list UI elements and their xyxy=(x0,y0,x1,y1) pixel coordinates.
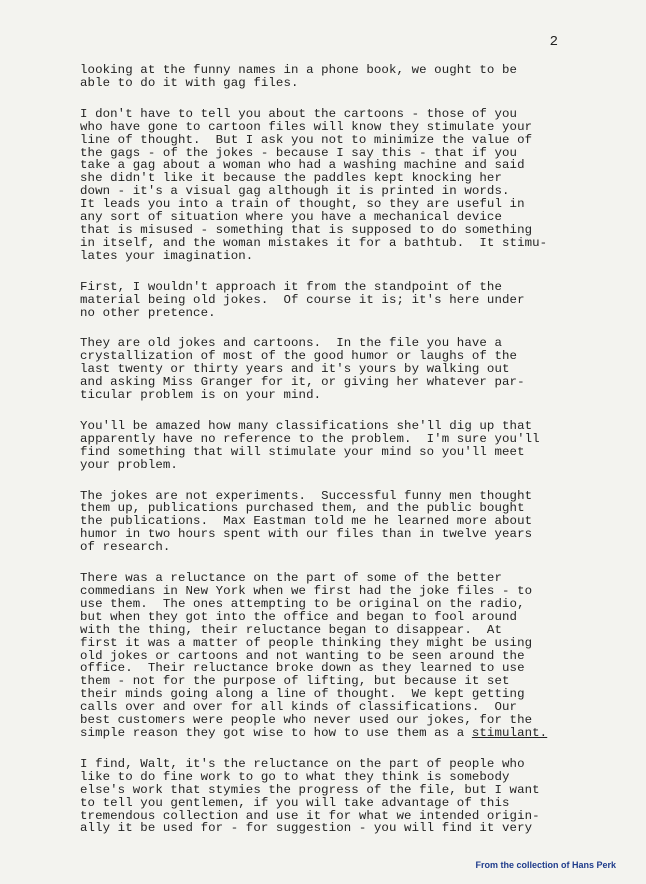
text-line: ticular problem is on your mind. xyxy=(80,388,322,403)
text-line: You'll be amazed how many classifications she'll dig up that xyxy=(80,418,533,433)
text-line: looking at the funny names in a phone book, we ought to be xyxy=(80,63,518,77)
text-line: material being old jokes. Of course it is; it's here under xyxy=(80,292,525,307)
text-line: that is misused - something that is supposed to do something xyxy=(80,222,533,237)
text-line: first it was a matter of people thinking they might be using xyxy=(80,635,533,650)
text-line: last twenty or thirty years and it's yours by walking out xyxy=(80,362,510,377)
collection-credit: From the collection of Hans Perk xyxy=(475,860,616,870)
text-line: line of thought. But I ask you not to minimize the value of xyxy=(80,132,533,147)
text-line: of research. xyxy=(80,540,171,555)
line-prefix: simple reason they got wise to how to use them as a xyxy=(80,725,472,740)
text-line: crystallization of most of the good humor or laughs of the xyxy=(80,349,518,364)
underlined-word: stimulant. xyxy=(471,725,548,740)
text-line: They are old jokes and cartoons. In the file you have a xyxy=(80,336,502,351)
text-line: apparently have no reference to the problem. I'm sure you'll xyxy=(80,431,540,446)
text-line: calls over and over for all kinds of classifications. Our xyxy=(80,700,518,715)
text-line: but when they got into the office and began to fool around xyxy=(80,609,518,624)
text-line: It leads you into a train of thought, so they are useful in xyxy=(80,197,525,212)
text-line: I don't have to tell you about the cartoons - those of you xyxy=(80,106,518,121)
page-number: 2 xyxy=(549,34,558,50)
text-line xyxy=(80,727,560,740)
text-line: with the thing, their reluctance began to disappear. At xyxy=(80,622,502,637)
text-line: find something that will stimulate your mind so you'll meet xyxy=(80,444,525,459)
text-line: There was a reluctance on the part of some of the better xyxy=(80,571,502,586)
paragraph-6 xyxy=(80,490,560,555)
text-line: else's work that stymies the progress of the file, but I want xyxy=(80,782,540,797)
text-line: office. Their reluctance broke down as they learned to use xyxy=(80,661,525,676)
text-line: them up, publications purchased them, and the public bought xyxy=(80,501,525,516)
text-line: lates your imagination. xyxy=(80,248,254,263)
text-line: able to do it with gag files. xyxy=(80,75,299,90)
text-line: the publications. Max Eastman told me he learned more about xyxy=(80,514,533,529)
paragraph-3 xyxy=(80,281,560,320)
paragraph-2 xyxy=(80,108,560,263)
text-line: tremendous collection and use it for what we intended origin- xyxy=(80,808,540,823)
text-line: best customers were people who never used our jokes, for the xyxy=(80,713,533,728)
text-line: in itself, and the woman mistakes it for a bathtub. It stimu- xyxy=(80,235,548,250)
paragraph-1 xyxy=(80,64,560,90)
text-line: the gags - of the jokes - because I say this - that if you xyxy=(80,145,518,160)
text-line: who have gone to cartoon files will know they stimulate your xyxy=(80,119,533,134)
text-line: them - not for the purpose of lifting, but because it set xyxy=(80,674,510,689)
paragraph-7 xyxy=(80,572,560,740)
paragraph-4 xyxy=(80,337,560,402)
text-line: humor in two hours spent with our files than in twelve years xyxy=(80,527,533,542)
text-line: use them. The ones attempting to be original on the radio, xyxy=(80,596,525,611)
paragraph-8 xyxy=(80,758,560,835)
text-line: down - it's a visual gag although it is printed in words. xyxy=(80,184,510,199)
text-line: I find, Walt, it's the reluctance on the part of people who xyxy=(80,756,525,771)
text-line: The jokes are not experiments. Successful funny men thought xyxy=(80,488,533,503)
text-line: your problem. xyxy=(80,457,178,472)
text-line: old jokes or cartoons and not wanting to be seen around the xyxy=(80,648,525,663)
letter-body xyxy=(80,64,560,853)
text-line: to tell you gentlemen, if you will take advantage of this xyxy=(80,795,510,810)
text-line: and asking Miss Granger for it, or giving her whatever par- xyxy=(80,375,525,390)
text-line: no other pretence. xyxy=(80,305,216,320)
text-line: she didn't like it because the paddles kept knocking her xyxy=(80,171,502,186)
text-line: their minds going along a line of thought. We kept getting xyxy=(80,687,525,702)
text-line: First, I wouldn't approach it from the standpoint of the xyxy=(80,279,502,294)
text-line: commedians in New York when we first had the joke files - to xyxy=(80,584,533,598)
text-line: any sort of situation where you have a mechanical device xyxy=(80,210,502,225)
text-line: like to do fine work to go to what they think is somebody xyxy=(80,769,510,784)
text-line: ally it be used for - for suggestion - you will find it very xyxy=(80,821,533,836)
paragraph-5 xyxy=(80,420,560,472)
text-line: take a gag about a woman who had a washing machine and said xyxy=(80,158,525,173)
